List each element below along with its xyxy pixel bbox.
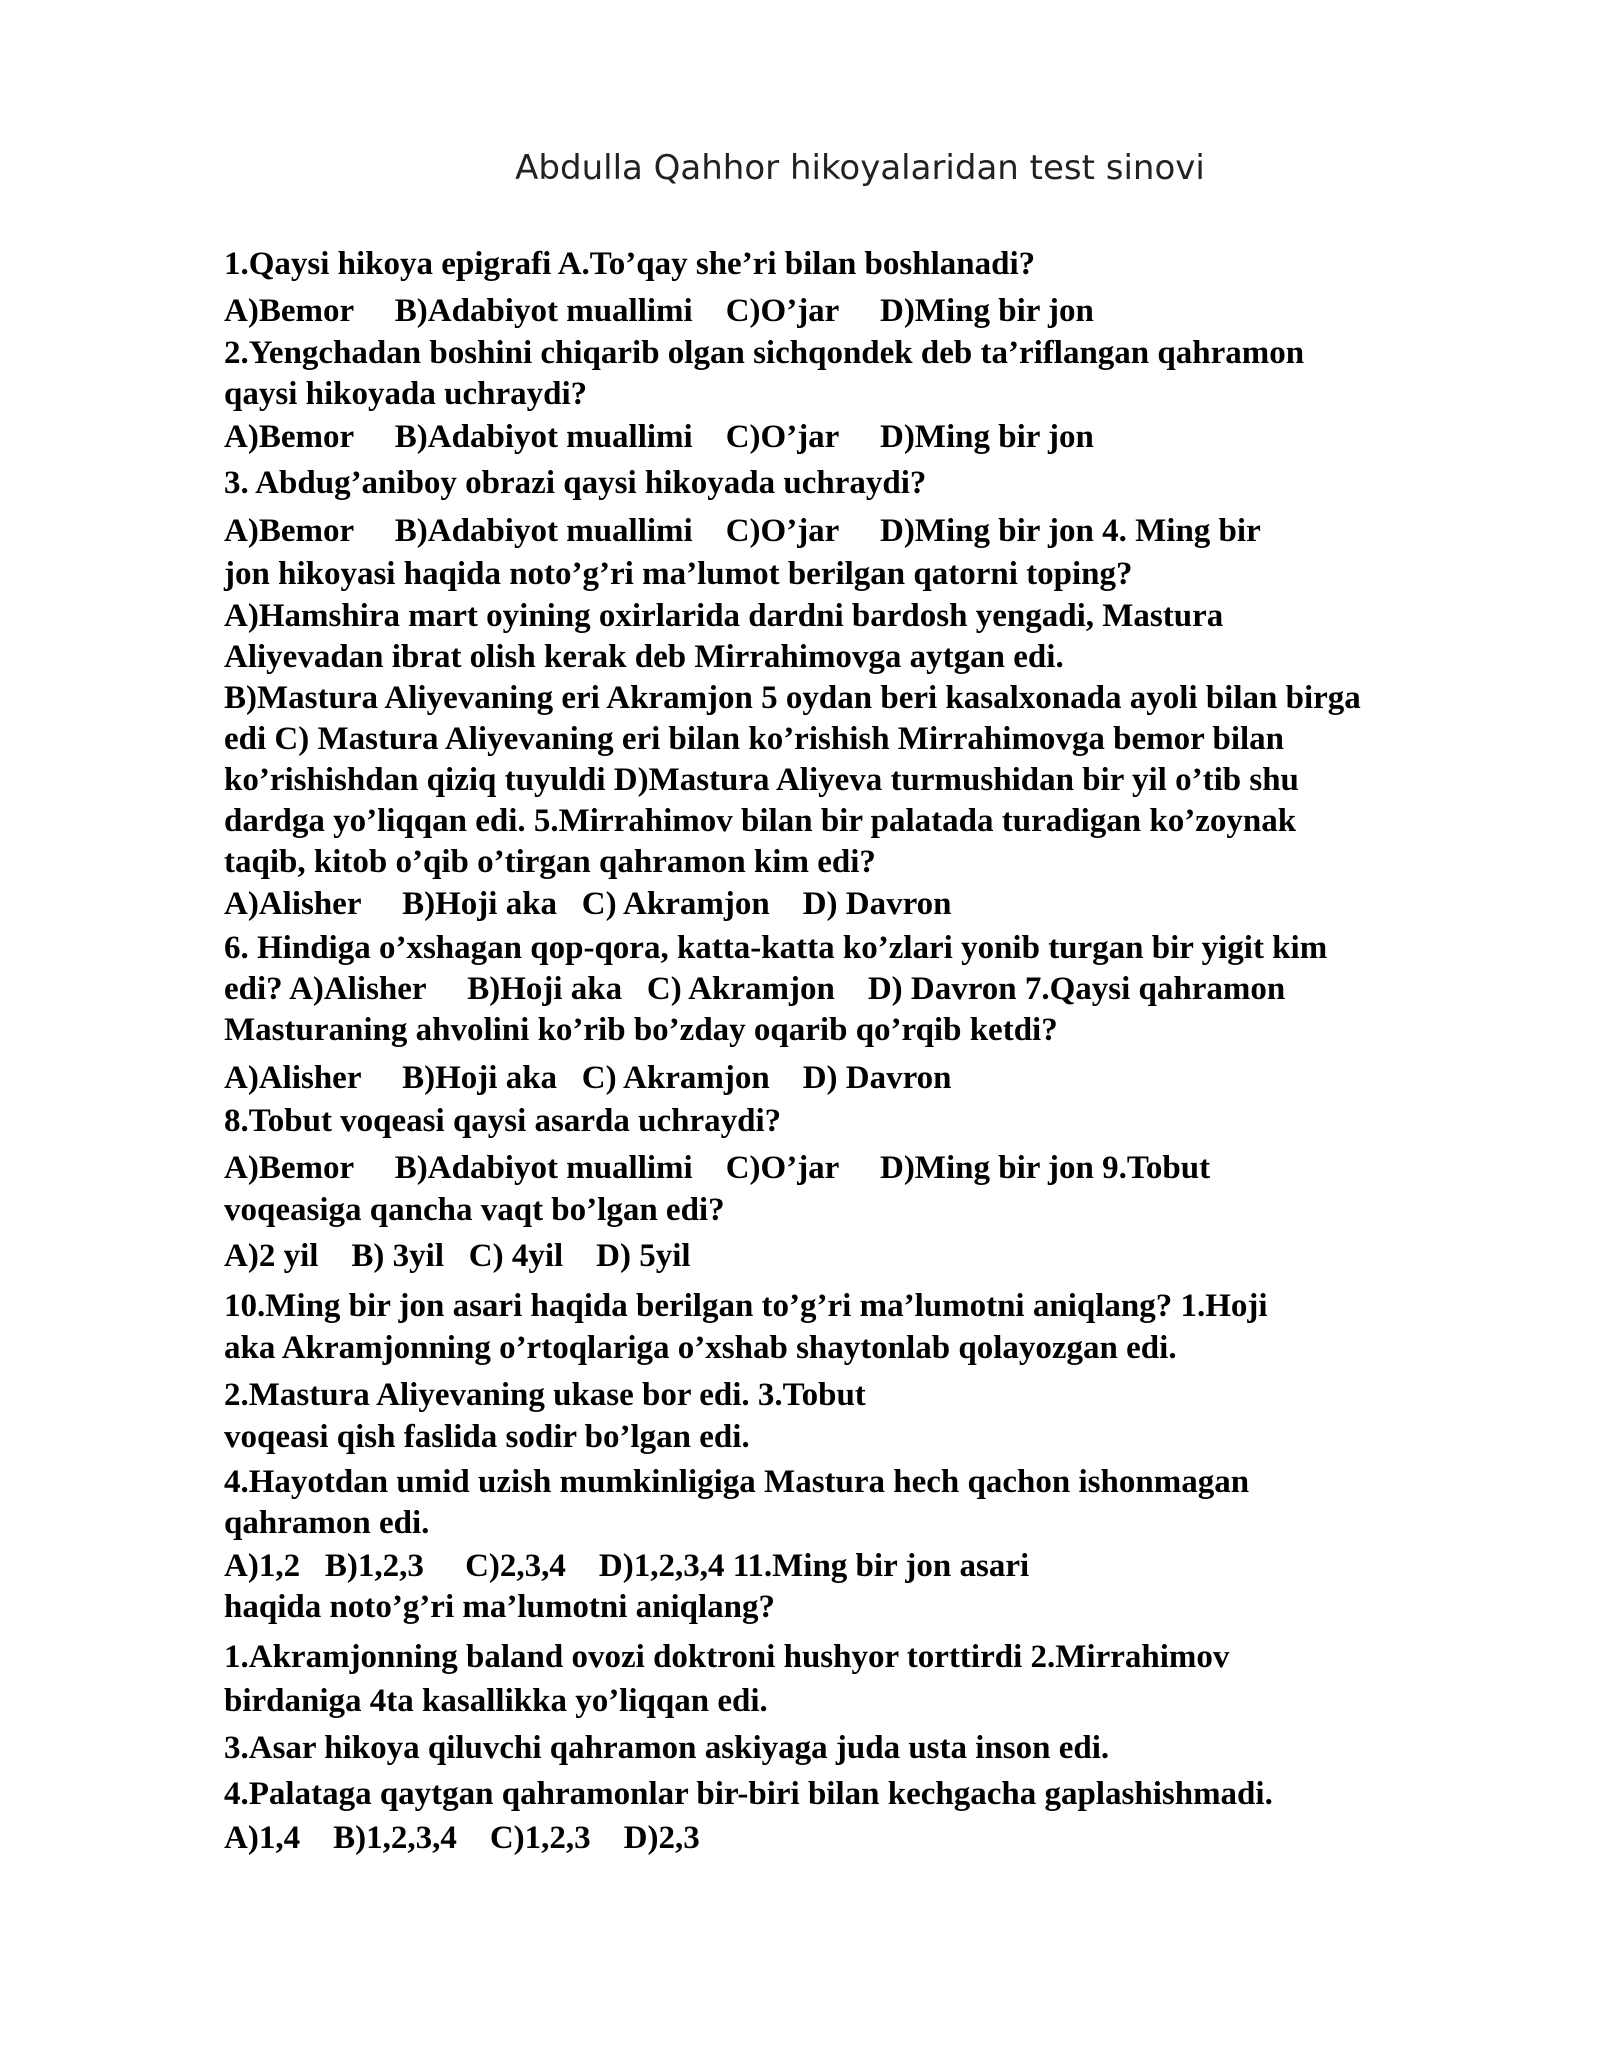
- answer-options-7: A)Alisher B)Hoji aka C) Akramjon D) Davron: [224, 1060, 952, 1096]
- question-7: Masturaning ahvolini ko’rib bo’zday oqarib qo’rqib ketdi?: [224, 1012, 1058, 1048]
- question-5: dardga yo’liqqan edi. 5.Mirrahimov bilan bir palatada turadigan ko’zoynak: [224, 803, 1297, 839]
- statement-10-3: voqeasi qish faslida sodir bo’lgan edi.: [224, 1419, 750, 1455]
- question-8: 8.Tobut voqeasi qaysi asarda uchraydi?: [224, 1103, 782, 1139]
- answer-4a-cont: Aliyevadan ibrat olish kerak deb Mirrahimovga aytgan edi.: [224, 639, 1064, 675]
- question-10: 10.Ming bir jon asari haqida berilgan to’g’ri ma’lumotni aniqlang? 1.Hoji: [224, 1288, 1268, 1324]
- answer-options-6: edi? A)Alisher B)Hoji aka C) Akramjon D) Davron 7.Qaysi qahramon: [224, 971, 1286, 1007]
- question-2: 2.Yengchadan boshini chiqarib olgan sichqondek deb ta’riflangan qahramon: [224, 335, 1305, 371]
- statement-10-2: 2.Mastura Aliyevaning ukase bor edi. 3.Tobut: [224, 1377, 866, 1413]
- answer-4c: edi C) Mastura Aliyevaning eri bilan ko’rishish Mirrahimovga bemor bilan: [224, 721, 1285, 757]
- answer-options-10: A)1,2 B)1,2,3 C)2,3,4 D)1,2,3,4 11.Ming bir jon asari: [224, 1548, 1030, 1584]
- answer-options-1: A)Bemor B)Adabiyot muallimi C)O’jar D)Ming bir jon: [224, 293, 1094, 329]
- document-title: Abdulla Qahhor hikoyalaridan test sinovi: [515, 148, 1205, 188]
- statement-11-2: birdaniga 4ta kasallikka yo’liqqan edi.: [224, 1683, 768, 1719]
- statement-10-4: 4.Hayotdan umid uzish mumkinligiga Mastura hech qachon ishonmagan: [224, 1464, 1250, 1500]
- answer-options-5: A)Alisher B)Hoji aka C) Akramjon D) Davron: [224, 886, 952, 922]
- question-5-cont: taqib, kitob o’qib o’tirgan qahramon kim edi?: [224, 844, 876, 880]
- answer-options-3: A)Bemor B)Adabiyot muallimi C)O’jar D)Ming bir jon 4. Ming bir: [224, 513, 1261, 549]
- statement-11-4: 4.Palataga qaytgan qahramonlar bir-biri bilan kechgacha gaplashishmadi.: [224, 1776, 1273, 1812]
- question-4: jon hikoyasi haqida noto’g’ri ma’lumot berilgan qatorni toping?: [224, 556, 1133, 592]
- question-2-cont: qaysi hikoyada uchraydi?: [224, 376, 588, 412]
- answer-4a: A)Hamshira mart oyining oxirlarida dardni bardosh yengadi, Mastura: [224, 598, 1224, 634]
- answer-options-11: A)1,4 B)1,2,3,4 C)1,2,3 D)2,3: [224, 1820, 700, 1856]
- answer-4d: ko’rishishdan qiziq tuyuldi D)Mastura Aliyeva turmushidan bir yil o’tib shu: [224, 762, 1299, 798]
- question-3: 3. Abdug’aniboy obrazi qaysi hikoyada uchraydi?: [224, 465, 927, 501]
- answer-4b: B)Mastura Aliyevaning eri Akramjon 5 oydan beri kasalxonada ayoli bilan birga: [224, 680, 1361, 716]
- question-1: 1.Qaysi hikoya epigrafi A.To’qay she’ri bilan boshlanadi?: [224, 246, 1036, 282]
- question-9: voqeasiga qancha vaqt bo’lgan edi?: [224, 1192, 725, 1228]
- answer-options-8: A)Bemor B)Adabiyot muallimi C)O’jar D)Ming bir jon 9.Tobut: [224, 1150, 1211, 1186]
- statement-10-4-cont: qahramon edi.: [224, 1505, 430, 1541]
- statement-10-1: aka Akramjonning o’rtoqlariga o’xshab shaytonlab qolayozgan edi.: [224, 1330, 1177, 1366]
- question-6: 6. Hindiga o’xshagan qop-qora, katta-katta ko’zlari yonib turgan bir yigit kim: [224, 930, 1328, 966]
- answer-options-9: A)2 yil B) 3yil C) 4yil D) 5yil: [224, 1238, 691, 1274]
- question-11: haqida noto’g’ri ma’lumotni aniqlang?: [224, 1589, 776, 1625]
- statement-11-3: 3.Asar hikoya qiluvchi qahramon askiyaga juda usta inson edi.: [224, 1730, 1110, 1766]
- statement-11-1: 1.Akramjonning baland ovozi doktroni hushyor torttirdi 2.Mirrahimov: [224, 1639, 1230, 1675]
- answer-options-2: A)Bemor B)Adabiyot muallimi C)O’jar D)Ming bir jon: [224, 419, 1094, 455]
